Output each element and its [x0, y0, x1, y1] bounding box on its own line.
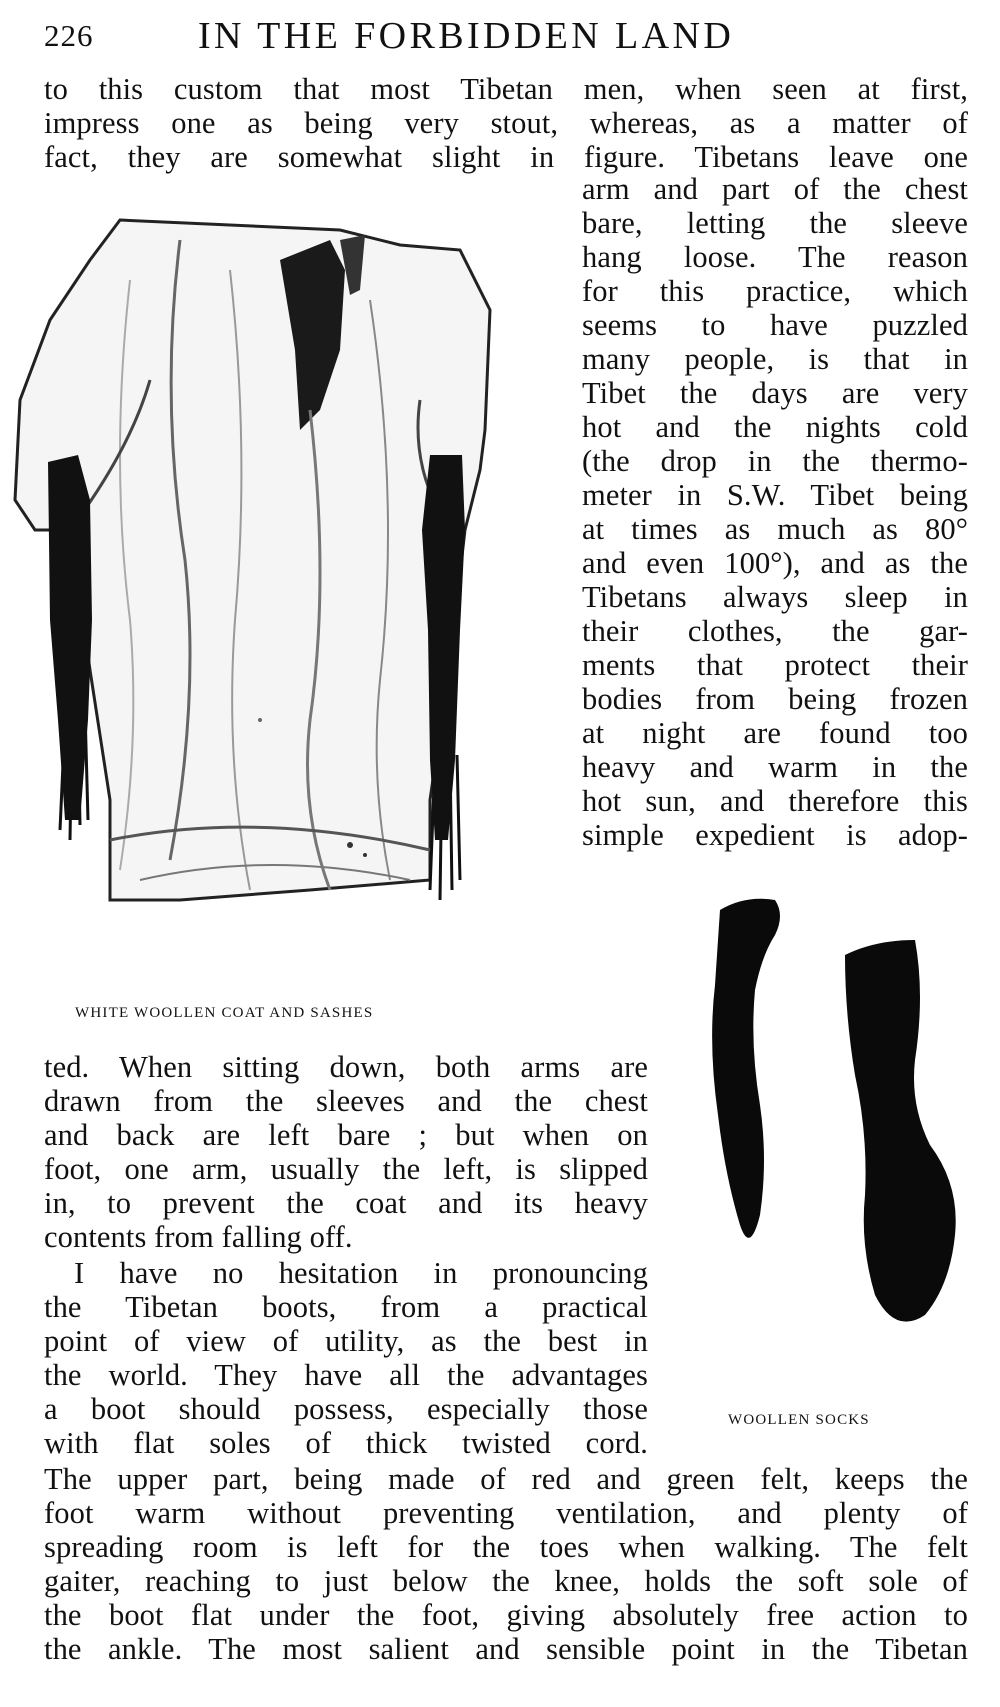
text-line: the world. They have all the advantages [44, 1358, 648, 1392]
text-line: many people, is that in [582, 342, 968, 376]
text-line: impress one as being very stout, whereas, as a matter of [44, 106, 968, 140]
text-line: Tibet the days are very [582, 376, 968, 410]
figure-caption-coat: WHITE WOOLLEN COAT AND SASHES [75, 1005, 374, 1021]
text-line: Tibetans always sleep in [582, 580, 968, 614]
text-line: and even 100°), and as the [582, 546, 968, 580]
text-line: for this practice, which [582, 274, 968, 308]
text-line: hot sun, and therefore this [582, 784, 968, 818]
text-line: the boot flat under the foot, giving absolutely free action to [44, 1598, 968, 1632]
text-line: meter in S.W. Tibet being [582, 478, 968, 512]
text-line: bodies from being frozen [582, 682, 968, 716]
text-line: ted. When sitting down, both arms are [44, 1050, 648, 1084]
text-line: to this custom that most Tibetan men, when seen at first, [44, 72, 968, 106]
text-line: the ankle. The most salient and sensible point in the Tibetan [44, 1632, 968, 1666]
text-line: drawn from the sleeves and the chest [44, 1084, 648, 1118]
text-line: hot and the nights cold [582, 410, 968, 444]
woollen-socks-illustration [700, 895, 970, 1395]
text-line: heavy and warm in the [582, 750, 968, 784]
text-line: contents from falling off. [44, 1220, 353, 1254]
text-line: the Tibetan boots, from a practical [44, 1290, 648, 1324]
text-line: at night are found too [582, 716, 968, 750]
text-line: in, to prevent the coat and its heavy [44, 1186, 648, 1220]
white-woollen-coat-illustration [10, 200, 510, 940]
text-line: foot, one arm, usually the left, is slipped [44, 1152, 648, 1186]
figure-caption-socks: WOOLLEN SOCKS [728, 1412, 870, 1428]
text-line: their clothes, the gar- [582, 614, 968, 648]
text-line: and back are left bare ; but when on [44, 1118, 648, 1152]
text-line: ments that protect their [582, 648, 968, 682]
running-title: IN THE FORBIDDEN LAND [198, 15, 735, 57]
text-line: The upper part, being made of red and green felt, keeps the [44, 1462, 968, 1496]
text-line: seems to have puzzled [582, 308, 968, 342]
text-line: with flat soles of thick twisted cord. [44, 1426, 648, 1460]
text-line: (the drop in the thermo- [582, 444, 968, 478]
text-line: gaiter, reaching to just below the knee, holds the soft sole of [44, 1564, 968, 1598]
text-line: hang loose. The reason [582, 240, 968, 274]
text-line: simple expedient is adop- [582, 818, 968, 852]
text-line: fact, they are somewhat slight in figure. Tibetans leave one [44, 140, 968, 174]
text-line: bare, letting the sleeve [582, 206, 968, 240]
text-line: foot warm without preventing ventilation, and plenty of [44, 1496, 968, 1530]
text-line: I have no hesitation in pronouncing [74, 1256, 648, 1290]
text-line: arm and part of the chest [582, 172, 968, 206]
text-line: spreading room is left for the toes when walking. The felt [44, 1530, 968, 1564]
text-line: point of view of utility, as the best in [44, 1324, 648, 1358]
text-line: at times as much as 80° [582, 512, 968, 546]
page-number: 226 [44, 18, 94, 53]
text-line: a boot should possess, especially those [44, 1392, 648, 1426]
